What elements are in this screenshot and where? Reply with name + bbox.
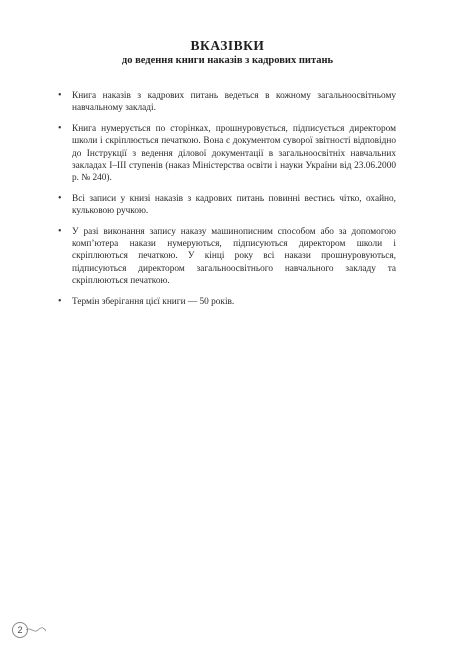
page-number: 2 bbox=[12, 622, 28, 638]
bullet-icon: • bbox=[58, 90, 62, 101]
list-item bbox=[58, 123, 396, 185]
page-number-badge bbox=[8, 620, 48, 638]
instructions-list bbox=[58, 90, 396, 316]
swirl-ornament-icon bbox=[26, 626, 46, 634]
list-item-text: Книга нумерується по сторінках, прошнуровується, підписується директором школи і скріплюється печаткою. Вона є документом суворої звітності відповідно до Інструкції з ведення ділової документації в загальноосвітніх навчальних закладах І–ІІІ ступенів (наказ Міністерства освіти і науки України від 23.06.2000 р. № 240). bbox=[72, 123, 396, 184]
page-subtitle: до ведення книги наказів з кадрових питань bbox=[121, 55, 334, 66]
page-title: ВКАЗІВКИ bbox=[190, 38, 265, 53]
list-item-text: Книга наказів з кадрових питань ведеться в кожному загальноосвітньому навчальному закладі. bbox=[72, 91, 396, 114]
bullet-icon: • bbox=[58, 192, 62, 204]
bullet-icon: • bbox=[58, 295, 62, 307]
list-item-text: Термін зберігання цієї книги — 50 років. bbox=[72, 296, 235, 307]
list-item bbox=[58, 226, 396, 288]
bullet-icon: • bbox=[58, 225, 62, 237]
list-item-text: Всі записи у книзі наказів з кадрових питань повинні вестись чітко, охайно, кульковою ручкою. bbox=[72, 193, 396, 217]
list-item bbox=[58, 296, 396, 308]
bullet-icon: • bbox=[58, 122, 62, 134]
list-item bbox=[58, 193, 396, 218]
list-item bbox=[58, 90, 396, 115]
list-item-text: У разі виконання запису наказу машинописним способом або за допомогою комп’ютера накази нумеруються, підписуються директором школи і скріплюються печаткою. У кінці року всі накази прошнуровуються, підписуються директором загальноосвітнього навчального закладу та скріплюються печаткою. bbox=[72, 226, 396, 287]
